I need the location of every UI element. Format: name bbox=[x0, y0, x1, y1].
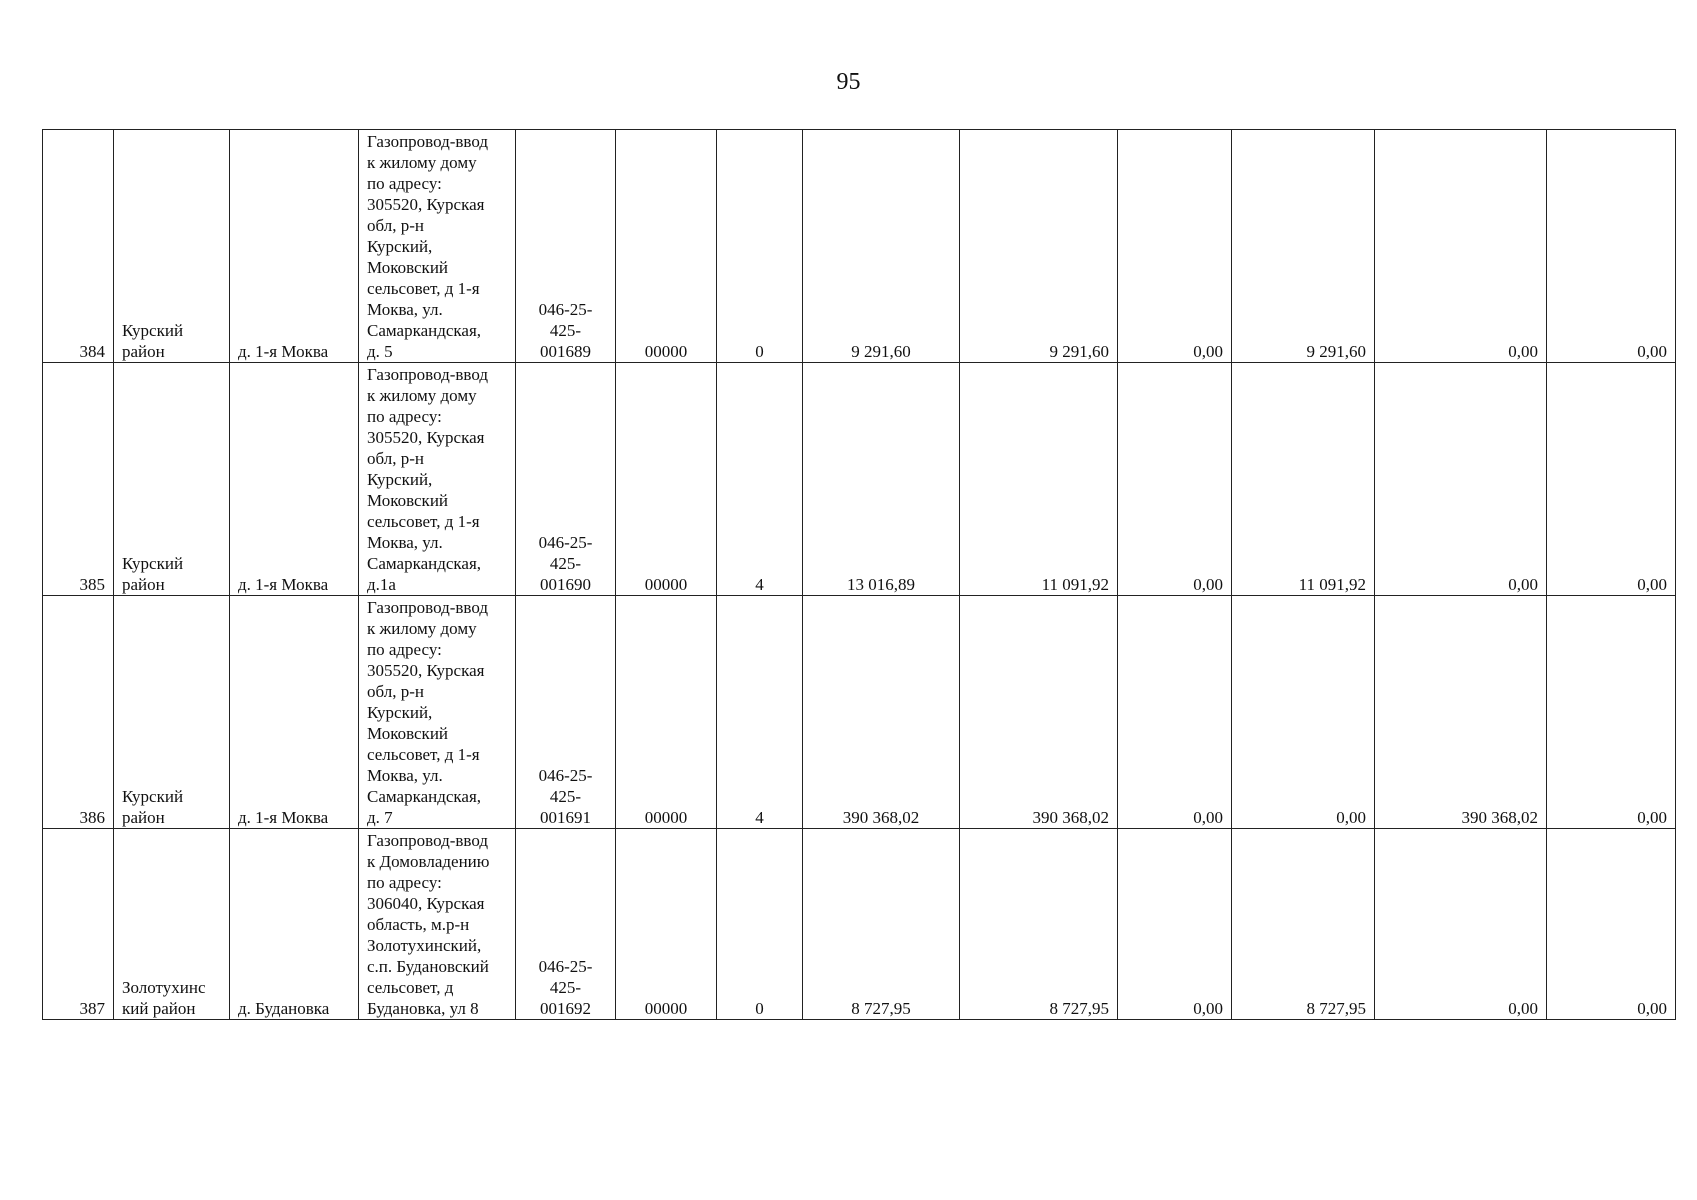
table-row bbox=[43, 363, 1676, 596]
count-cell: 4 bbox=[717, 363, 803, 596]
district-cell: Курский район bbox=[114, 363, 230, 596]
district-cell: Курский район bbox=[114, 596, 230, 829]
district-cell: Золотухинс кий район bbox=[114, 829, 230, 1020]
amount-cell-4: 9 291,60 bbox=[1232, 130, 1375, 363]
amount-cell-6: 0,00 bbox=[1547, 363, 1676, 596]
amount-cell-4: 8 727,95 bbox=[1232, 829, 1375, 1020]
amount-cell-5: 0,00 bbox=[1375, 363, 1547, 596]
code-zero-cell: 00000 bbox=[616, 829, 717, 1020]
amount-cell-4: 11 091,92 bbox=[1232, 363, 1375, 596]
registry-body bbox=[43, 130, 1676, 1020]
amount-cell-6: 0,00 bbox=[1547, 829, 1676, 1020]
row-number: 386 bbox=[43, 596, 114, 829]
row-number: 384 bbox=[43, 130, 114, 363]
code-zero-cell: 00000 bbox=[616, 130, 717, 363]
registry-table bbox=[42, 129, 1676, 1020]
amount-cell-1: 13 016,89 bbox=[803, 363, 960, 596]
registry-code-cell: 046-25- 425- 001691 bbox=[516, 596, 616, 829]
table-row bbox=[43, 130, 1676, 363]
row-number: 385 bbox=[43, 363, 114, 596]
amount-cell-6: 0,00 bbox=[1547, 596, 1676, 829]
amount-cell-3: 0,00 bbox=[1118, 363, 1232, 596]
amount-cell-6: 0,00 bbox=[1547, 130, 1676, 363]
registry-code-cell: 046-25- 425- 001692 bbox=[516, 829, 616, 1020]
code-zero-cell: 00000 bbox=[616, 363, 717, 596]
amount-cell-3: 0,00 bbox=[1118, 829, 1232, 1020]
page-number: 95 bbox=[836, 69, 861, 95]
amount-cell-1: 390 368,02 bbox=[803, 596, 960, 829]
row-number: 387 bbox=[43, 829, 114, 1020]
amount-cell-4: 0,00 bbox=[1232, 596, 1375, 829]
amount-cell-2: 8 727,95 bbox=[960, 829, 1118, 1020]
object-description-cell: Газопровод-ввод к жилому дому по адресу: 305520, Курская обл, р-н Курский, Моковский сельсовет, д 1-я Моква, ул. Самаркандская, д. 5 bbox=[359, 130, 516, 363]
locality-cell: д. Будановка bbox=[230, 829, 359, 1020]
amount-cell-1: 8 727,95 bbox=[803, 829, 960, 1020]
amount-cell-2: 390 368,02 bbox=[960, 596, 1118, 829]
count-cell: 4 bbox=[717, 596, 803, 829]
table-row bbox=[43, 829, 1676, 1020]
registry-code-cell: 046-25- 425- 001689 bbox=[516, 130, 616, 363]
amount-cell-1: 9 291,60 bbox=[803, 130, 960, 363]
object-description-cell: Газопровод-ввод к жилому дому по адресу: 305520, Курская обл, р-н Курский, Моковский сельсовет, д 1-я Моква, ул. Самаркандская, д.1а bbox=[359, 363, 516, 596]
amount-cell-3: 0,00 bbox=[1118, 130, 1232, 363]
amount-cell-5: 0,00 bbox=[1375, 130, 1547, 363]
object-description-cell: Газопровод-ввод к Домовладению по адресу: 306040, Курская область, м.р-н Золотухинский, с.п. Будановский сельсовет, д Будановка, ул 8 bbox=[359, 829, 516, 1020]
amount-cell-2: 9 291,60 bbox=[960, 130, 1118, 363]
count-cell: 0 bbox=[717, 829, 803, 1020]
amount-cell-2: 11 091,92 bbox=[960, 363, 1118, 596]
locality-cell: д. 1-я Моква bbox=[230, 363, 359, 596]
amount-cell-5: 390 368,02 bbox=[1375, 596, 1547, 829]
amount-cell-3: 0,00 bbox=[1118, 596, 1232, 829]
district-cell: Курский район bbox=[114, 130, 230, 363]
table-row bbox=[43, 596, 1676, 829]
amount-cell-5: 0,00 bbox=[1375, 829, 1547, 1020]
locality-cell: д. 1-я Моква bbox=[230, 596, 359, 829]
locality-cell: д. 1-я Моква bbox=[230, 130, 359, 363]
count-cell: 0 bbox=[717, 130, 803, 363]
code-zero-cell: 00000 bbox=[616, 596, 717, 829]
object-description-cell: Газопровод-ввод к жилому дому по адресу: 305520, Курская обл, р-н Курский, Моковский сельсовет, д 1-я Моква, ул. Самаркандская, д. 7 bbox=[359, 596, 516, 829]
registry-code-cell: 046-25- 425- 001690 bbox=[516, 363, 616, 596]
